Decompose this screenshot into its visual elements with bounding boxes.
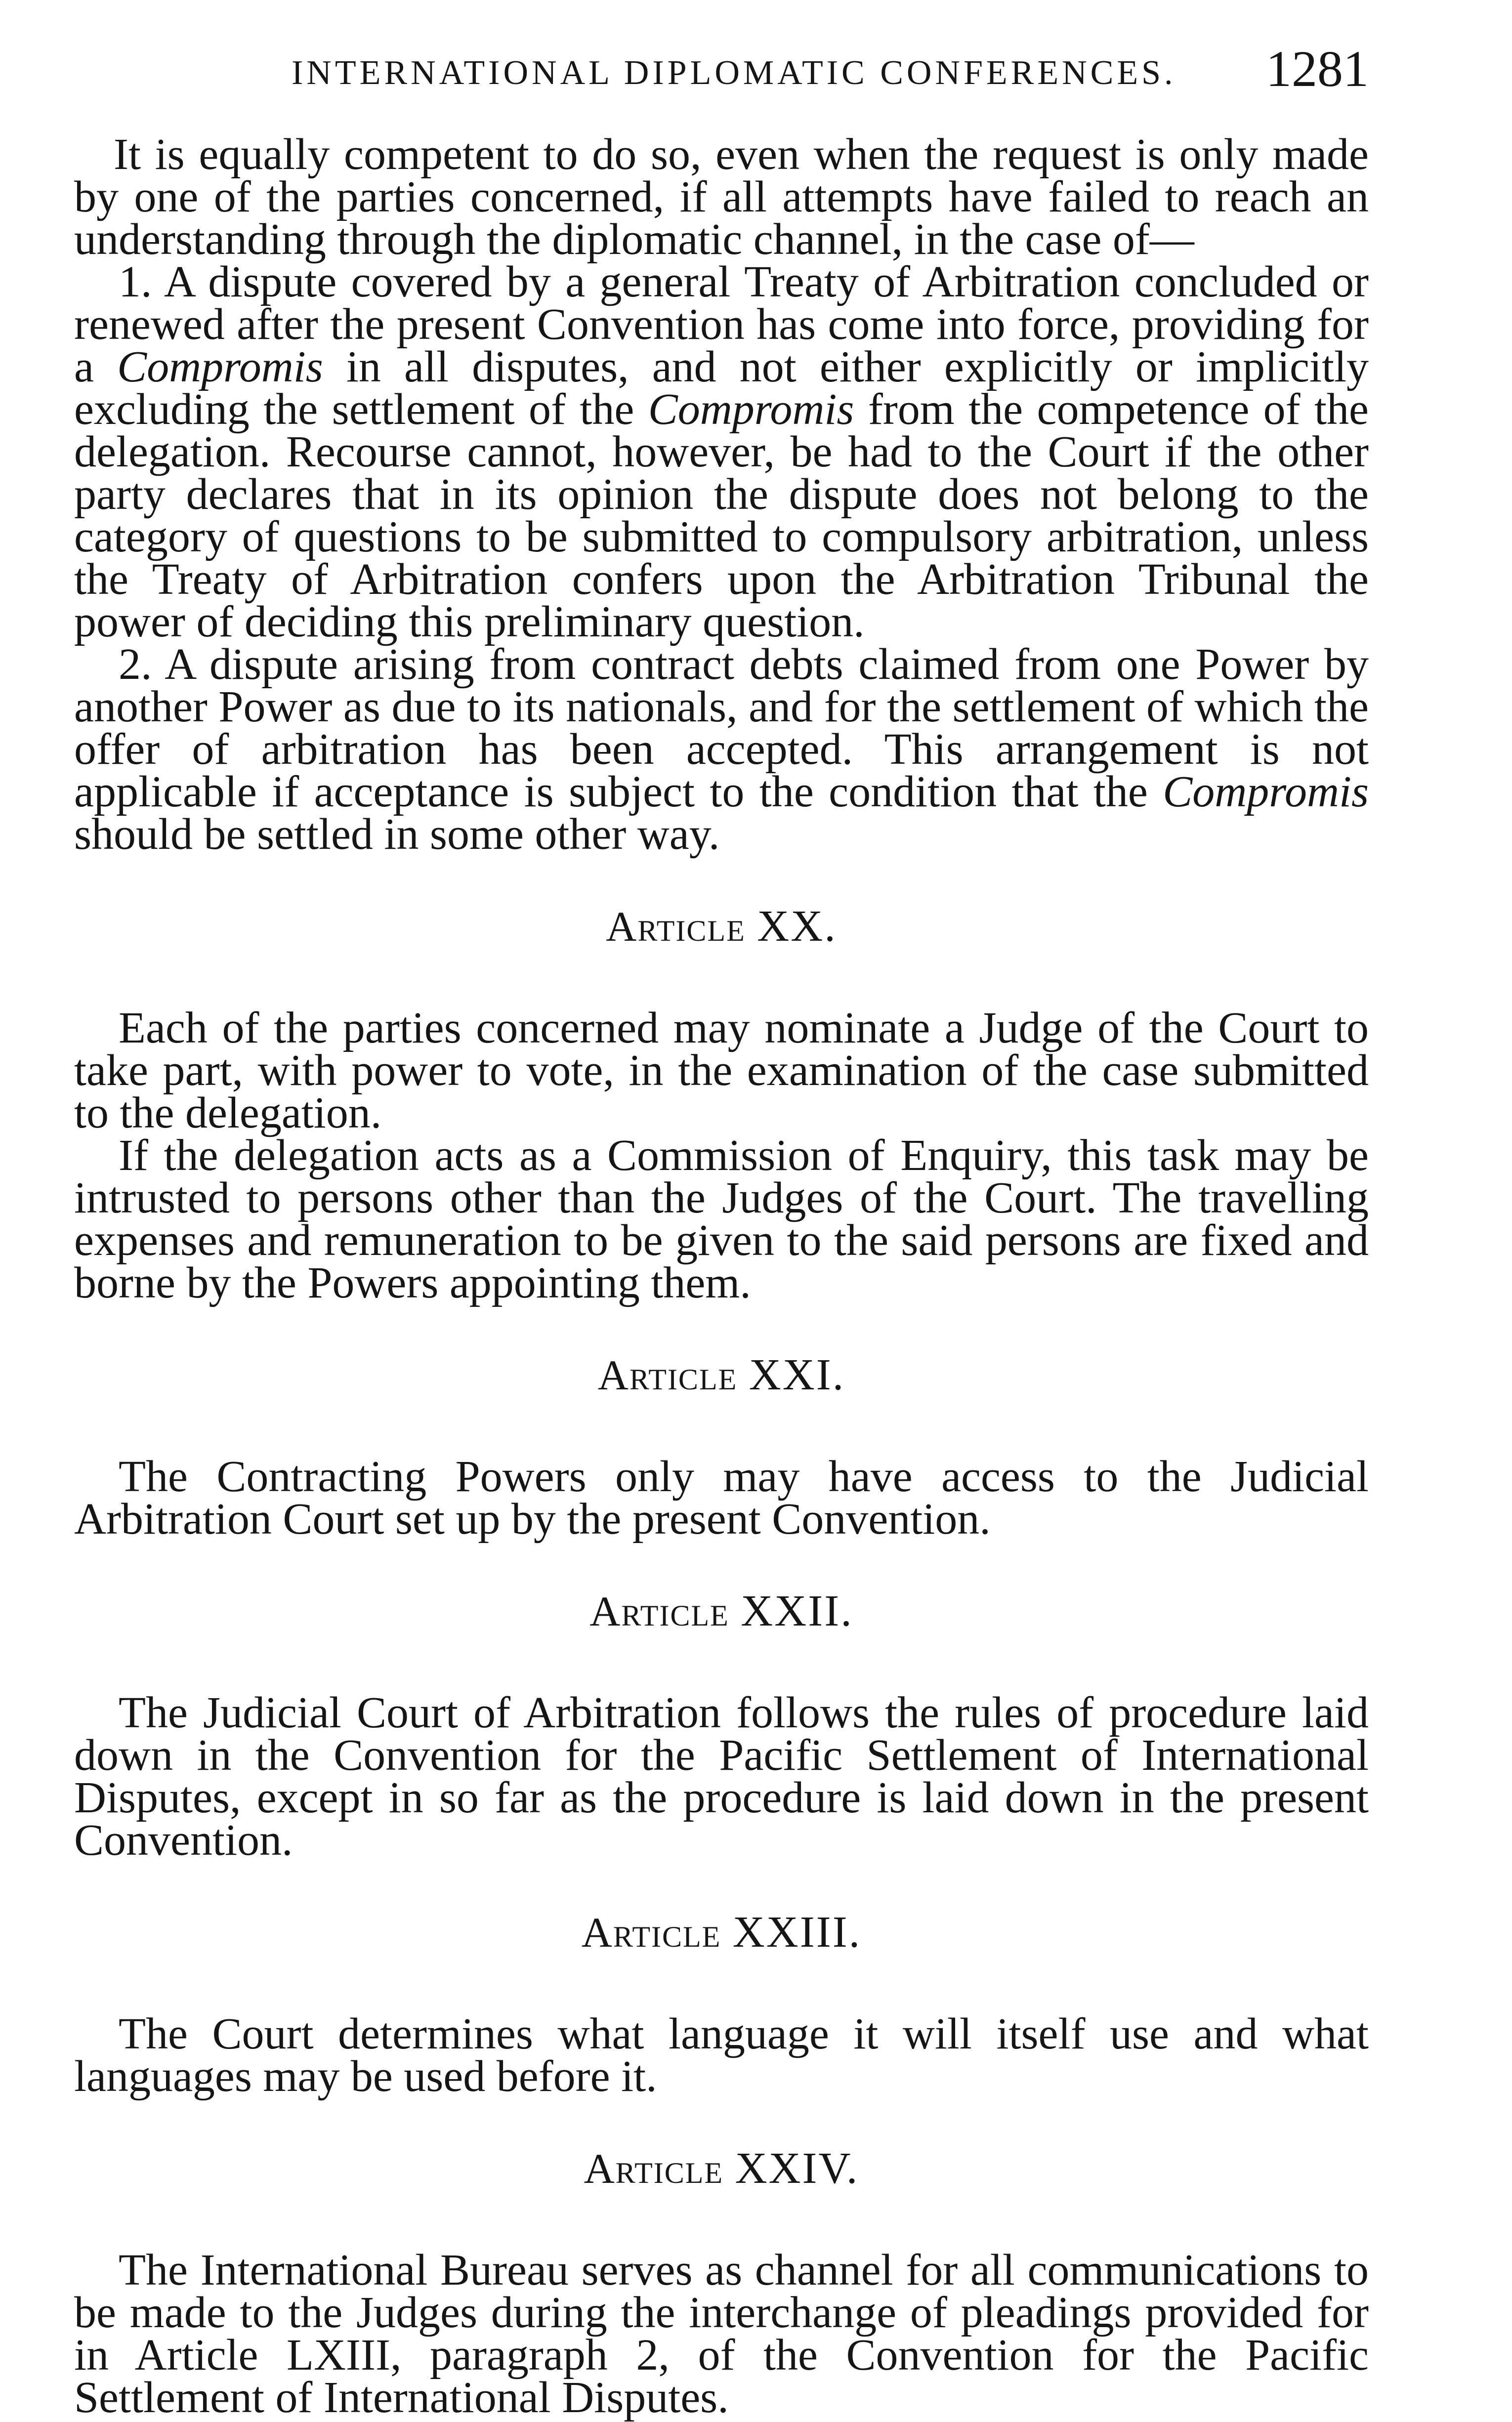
article-20-section bbox=[74, 902, 1369, 1307]
article-numeral: XXII. bbox=[741, 1587, 853, 1635]
list-item-1 bbox=[74, 257, 1369, 646]
article-heading bbox=[74, 902, 1369, 951]
page-body bbox=[74, 130, 1369, 2422]
article-paragraph: If the delegation acts as a Commission of Enquiry, this task may be intrusted to persons other than the Judges of the Court. The travelling expenses and remuneration to be given to the said persons are fixed and borne by the Powers appointing them. bbox=[74, 1131, 1369, 1307]
article-numeral: XXIII. bbox=[732, 1908, 862, 1957]
list-item-2 bbox=[74, 640, 1369, 859]
article-paragraph: Each of the parties concerned may nominate a Judge of the Court to take part, with power to vote, in the examination of the case submitted to the delegation. bbox=[74, 1003, 1369, 1137]
intro-paragraph: It is equally competent to do so, even when the request is only made by one of the parties concerned, if all attempts have failed to reach an understanding through the diplomatic channel, in the case of— bbox=[74, 130, 1369, 264]
article-paragraph: The Judicial Court of Arbitration follows the rules of procedure laid down in the Convention for the Pacific Settlement of International Disputes, except in so far as the procedure is laid down in the present Convention. bbox=[74, 1688, 1369, 1865]
item2-italic: Compromis bbox=[1163, 767, 1369, 816]
article-24-section bbox=[74, 2144, 1369, 2422]
article-label: Article bbox=[606, 903, 746, 950]
article-label: Article bbox=[597, 1351, 738, 1399]
article-numeral: XXI. bbox=[749, 1350, 845, 1399]
article-22-section bbox=[74, 1587, 1369, 1865]
article-paragraph: The Court determines what language it will itself use and what languages may be used before it. bbox=[74, 2009, 1369, 2101]
article-label: Article bbox=[589, 1587, 729, 1635]
article-numeral: XX. bbox=[757, 902, 837, 951]
article-paragraph: The Contracting Powers only may have access to the Judicial Arbitration Court set up by the present Convention. bbox=[74, 1452, 1369, 1544]
article-label: Article bbox=[581, 1909, 721, 1956]
article-heading bbox=[74, 1587, 1369, 1635]
item2-text-b: should be settled in some other way. bbox=[74, 810, 720, 859]
running-title: INTERNATIONAL DIPLOMATIC CONFERENCES. bbox=[292, 54, 1176, 92]
article-heading bbox=[74, 1908, 1369, 1957]
article-paragraph: The International Bureau serves as channel for all communications to be made to the Judges during the interchange of pleadings provided for in Article LXIII, paragraph 2, of the Convention for the Pacific Settlement of International Disputes. bbox=[74, 2246, 1369, 2422]
item1-text-c: from the competence of the delegation. Recourse cannot, however, be had to the Court if the other party declares that in its opinion the dispute does not belong to the category of questions to be submitted to compulsory arbitration, unless the Treaty of Arbitration confers upon the Arbitration Tribunal the power of deciding this preliminary question. bbox=[74, 385, 1369, 646]
page-number: 1281 bbox=[1266, 41, 1369, 97]
page-header bbox=[74, 35, 1369, 104]
item1-italic-a: Compromis bbox=[117, 342, 323, 391]
item2-text-a: 2. A dispute arising from contract debts claimed from one Power by another Power as due to its nationals, and for the settlement of which the offer of arbitration has been accepted. This arrangement is not applicable if acceptance is subject to the condition that the bbox=[74, 640, 1369, 816]
article-label: Article bbox=[584, 2145, 724, 2192]
article-numeral: XXIV. bbox=[735, 2144, 859, 2193]
article-21-section bbox=[74, 1350, 1369, 1544]
item1-italic-b: Compromis bbox=[648, 385, 854, 434]
article-heading bbox=[74, 1350, 1369, 1399]
item1-text-a: 1. A dispute covered by a general Treaty of Arbitration concluded or renewed after the present Convention has come into force, providing for a bbox=[74, 257, 1369, 391]
item1-text-b: in all disputes, and not either explicitly or implicitly excluding the settlement of the bbox=[74, 342, 1369, 434]
article-heading bbox=[74, 2144, 1369, 2193]
article-23-section bbox=[74, 1908, 1369, 2101]
